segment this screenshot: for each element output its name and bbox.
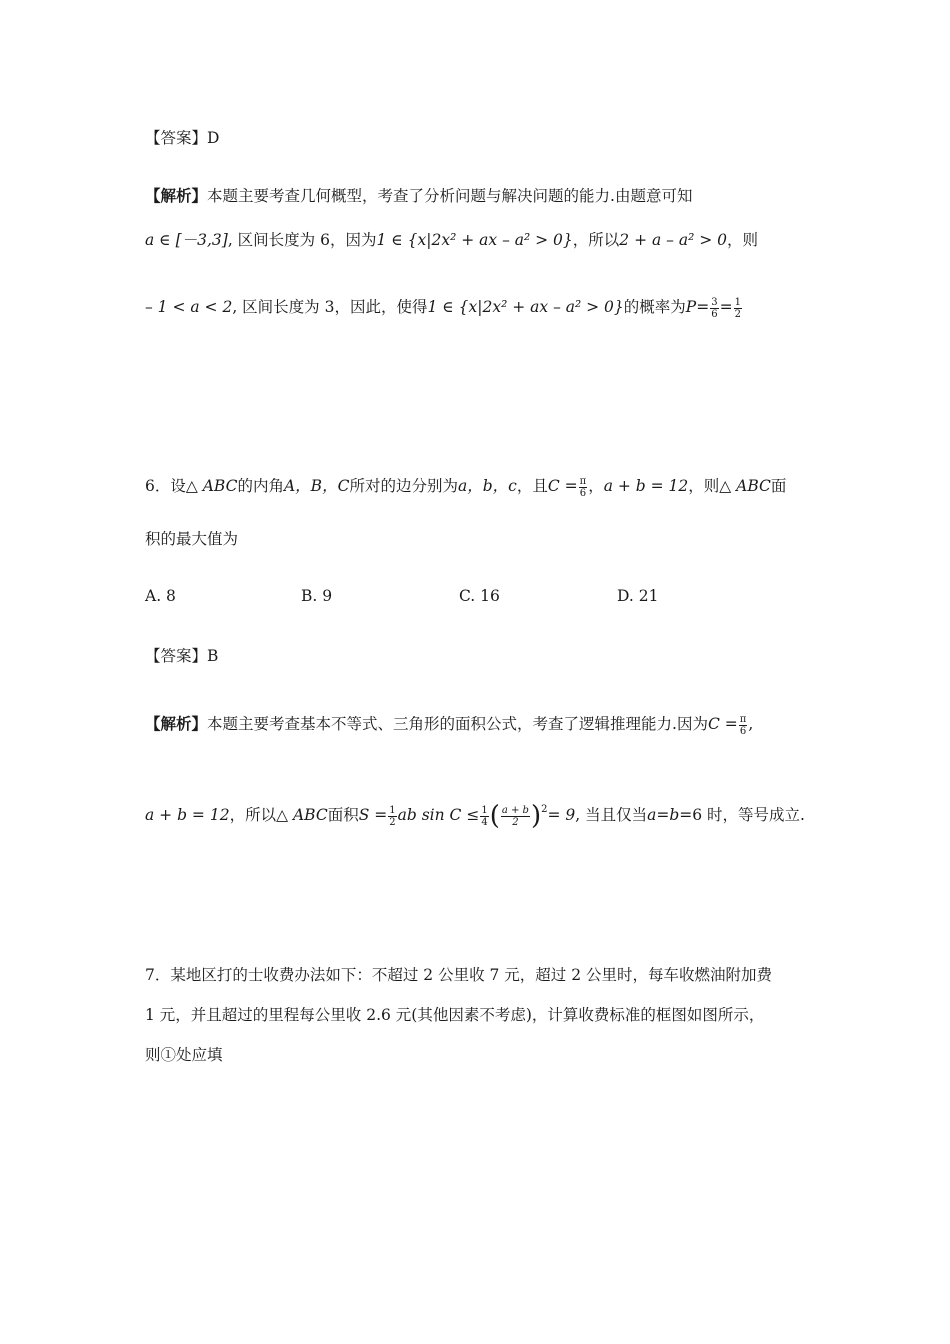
question-text: 1 元，并且超过的里程每公里收 2.6 元(其他因素不考虑)，计算收费标准的框图如图所示， [145, 1006, 765, 1024]
fraction [739, 714, 748, 737]
math-formula: ab sin C ≤ [397, 806, 480, 824]
question-text: 面 [770, 477, 787, 495]
question-6-line-1 [145, 475, 786, 499]
answer-line-1 [145, 127, 219, 149]
math-interval: a ∈ [－3,3] [145, 231, 228, 249]
fraction-numerator: a + b [501, 804, 529, 816]
math-sum: a + b = 12 [145, 806, 230, 824]
math-set: 1 ∈ {x|2x² + ax – a² > 0} [427, 298, 624, 316]
analysis-text: , 区间长度为 6，因为 [227, 231, 377, 249]
question-text: ，且 [516, 477, 548, 495]
math-result: = 9 [547, 806, 576, 824]
fraction [501, 805, 530, 828]
analysis-text: , [748, 715, 754, 733]
left-paren: ( [489, 801, 500, 831]
fraction-denominator: 2 [734, 308, 741, 320]
equals-sign: = [719, 298, 733, 316]
question-number: 6．设 [145, 477, 186, 495]
math-range: – 1 < a < 2 [145, 298, 233, 316]
analysis-label: 【解析】 [145, 186, 208, 205]
question-7-line-3 [145, 1044, 223, 1066]
question-text: ，则 [688, 477, 720, 495]
option-b: B. 9 [301, 587, 333, 605]
analysis-text: ，所以 [572, 231, 620, 249]
question-text: 积的最大值为 [145, 530, 239, 548]
fraction-denominator: 6 [739, 725, 747, 737]
analysis-text: ，所以 [229, 806, 277, 824]
analysis-text: 6 时，等号成立. [692, 806, 805, 824]
question-7-line-2 [145, 1004, 764, 1026]
answer-label: 【答案】 [145, 647, 208, 665]
math-angles: A，B，C [283, 477, 350, 495]
math-sum: a + b = 12 [603, 477, 689, 495]
math-angle-c: C = [707, 715, 738, 733]
math-triangle: △ ABC [719, 477, 771, 495]
analysis-2-line-2 [145, 799, 805, 831]
analysis-label: 【解析】 [145, 714, 208, 733]
math-set: 1 ∈ {x|2x² + ax – a² > 0} [376, 231, 573, 249]
analysis-text: ，则 [727, 231, 759, 249]
analysis-text: 面积 [327, 806, 359, 824]
fraction-numerator: 1 [481, 804, 488, 816]
fraction-numerator: π [739, 713, 747, 725]
question-text: 所对的边分别为 [349, 477, 458, 495]
answer-value: D [207, 129, 220, 147]
fraction-numerator: 3 [711, 296, 718, 308]
analysis-text: 的概率为 [623, 298, 686, 316]
fraction [480, 805, 488, 828]
analysis-text: , 区间长度为 3，因此，使得 [232, 298, 428, 316]
fraction-denominator: 6 [711, 308, 718, 320]
prob-symbol: P= [685, 298, 710, 316]
fraction-numerator: π [579, 475, 587, 487]
fraction-denominator: 6 [579, 487, 587, 499]
analysis-text: 本题主要考查几何概型，考查了分析问题与解决问题的能力.由题意可知 [207, 187, 693, 205]
math-inequality: 2 + a – a² > 0 [619, 231, 727, 249]
fraction-denominator: 4 [481, 816, 488, 828]
question-6-line-2 [145, 528, 238, 550]
analysis-text: 本题主要考查基本不等式、三角形的面积公式，考查了逻辑推理能力.因为 [207, 715, 708, 733]
exponent: 2 [541, 804, 548, 815]
math-sides: a，b，c [457, 477, 517, 495]
question-text: 的内角 [237, 477, 284, 495]
fraction-numerator: 1 [734, 296, 741, 308]
option-a: A. 8 [145, 587, 176, 605]
question-text: 则①处应填 [145, 1046, 223, 1064]
fraction-denominator: 2 [512, 816, 519, 828]
fraction [710, 297, 718, 320]
answer-value: B [207, 647, 219, 665]
fraction-denominator: 2 [389, 816, 396, 828]
analysis-text: , 当且仅当 [575, 806, 648, 824]
answer-line-2 [145, 645, 218, 667]
answer-label: 【答案】 [145, 129, 208, 147]
math-area: S = [358, 806, 388, 824]
option-d: D. 21 [617, 587, 659, 605]
question-text: ， [588, 477, 604, 495]
right-paren: ) [530, 801, 542, 831]
math-condition: a=b= [647, 806, 693, 824]
analysis-line-1 [145, 185, 692, 207]
math-angle-c: C = [547, 477, 578, 495]
math-triangle: △ ABC [276, 806, 328, 824]
question-7-line-1 [145, 964, 772, 986]
fraction [388, 805, 396, 828]
fraction [734, 297, 742, 320]
option-c: C. 16 [459, 587, 500, 605]
analysis-2-line-1 [145, 713, 753, 737]
analysis-line-2 [145, 229, 758, 251]
fraction [579, 476, 588, 499]
fraction-numerator: 1 [389, 804, 396, 816]
question-text: 7．某地区打的士收费办法如下：不超过 2 公里收 7 元，超过 2 公里时，每车收燃油附加费 [145, 966, 773, 984]
analysis-line-3 [145, 296, 743, 320]
math-triangle: △ ABC [185, 477, 238, 495]
